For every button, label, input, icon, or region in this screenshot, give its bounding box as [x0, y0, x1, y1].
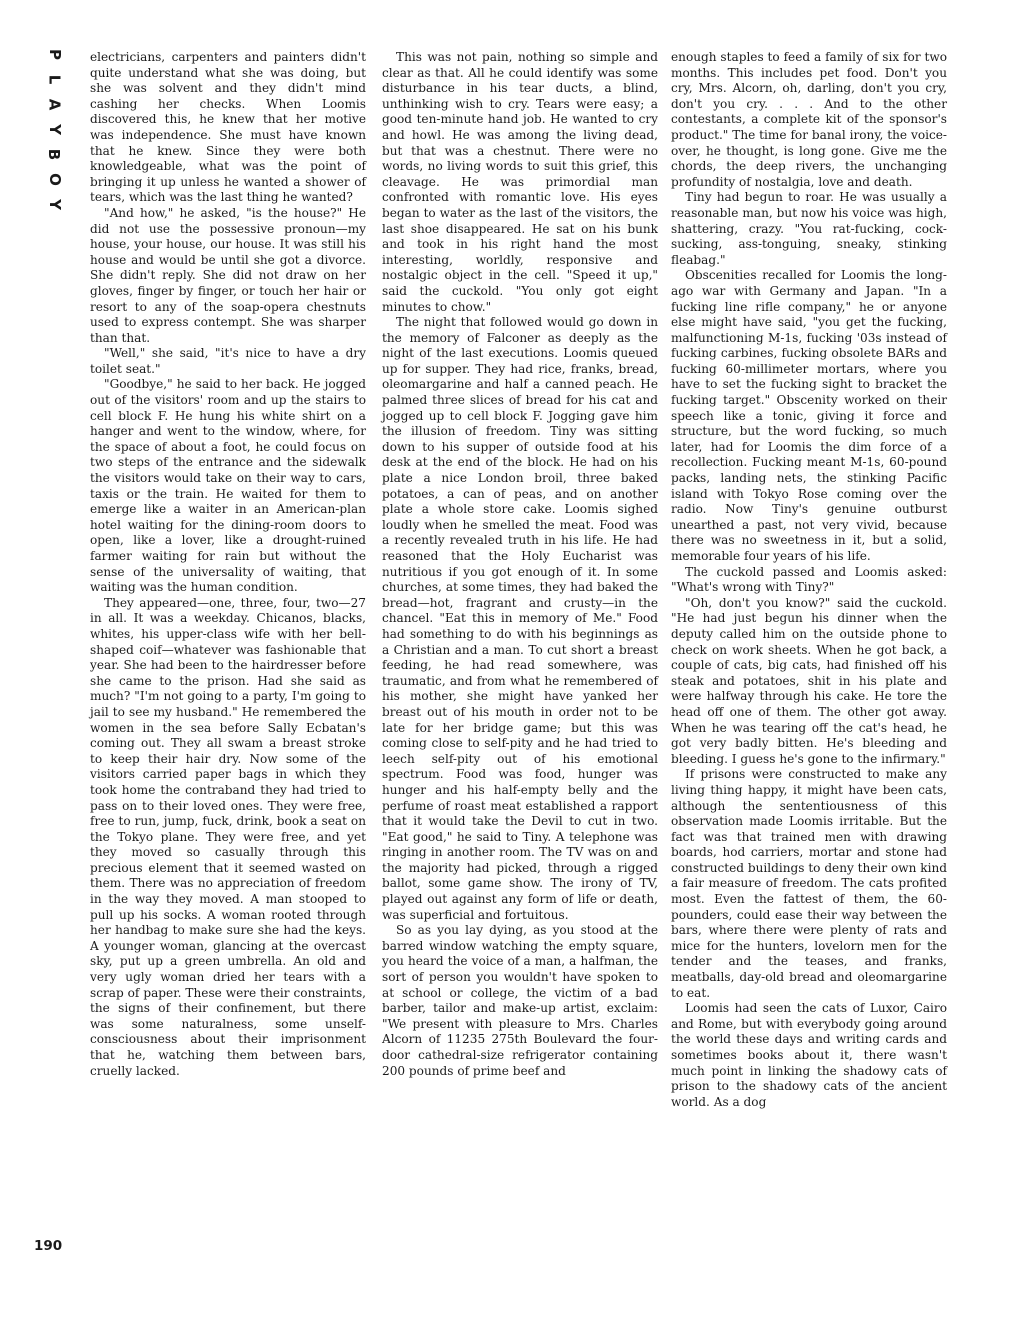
paragraph: This was not pain, nothing so simple and clear as that. All he could identify was some disturbance in his tear ducts, a blind, unthinking wish to cry. Tears were easy; a good ten-minute hand job. He wanted to cry and howl. He was among the living dead, but that was a chestnut. There were no words, no living words to suit this grief, this cleavage. He was primordial man confronted with romantic love. His eyes began to water as the last of the visitors, the last shoe disappeared. He sat on his bunk and took in his right hand the most interesting, worldly, responsive and nostalgic object in the cell. "Speed it up," said the cuckold. "You only got eight minutes to chow."	[382, 50, 658, 314]
masthead-letter: P	[45, 49, 64, 60]
paragraph: So as you lay dying, as you stood at the barred window watching the empty square, you heard the voice of a man, a halfman, the sort of person you wouldn't have spoken to at school or college, the victim of a bad barber, tailor and make-up artist, exclaim: "We present with pleasure to Mrs. Charles Alcorn of 11235 275th Boulevard the four-door cathedral-size refrigerator containing 200 pounds of prime beef and	[382, 923, 658, 1078]
paragraph: Tiny had begun to roar. He was usually a reasonable man, but now his voice was high, shattering, crazy. "You rat-fucking, cock-sucking, ass-tonguing, sneaky, stinking fleabag."	[671, 190, 947, 267]
text-column-1	[90, 50, 366, 1079]
paragraph: If prisons were constructed to make any living thing happy, it might have been cats, although the sententiousness of this observation made Loomis irritable. But the fact was that trained men with drawing boards, hod carriers, mortar and stone had constructed buildings to deny their own kind a fair measure of freedom. The cats profited most. Even the fattest of them, the 60-pounders, could ease their way between the bars, where there were plenty of rats and mice for the hunters, lovelorn men for the tender and the teases, and franks, meatballs, day-old bread and oleomargarine to eat.	[671, 767, 947, 1000]
paragraph: The night that followed would go down in the memory of Falconer as deeply as the night of the last executions. Loomis queued up for supper. They had rice, franks, bread, oleomargarine and half a canned peach. He palmed three slices of bread for his cat and jogged up to cell block F. Jogging gave him the illusion of freedom. Tiny was sitting down to his supper of outside food at his desk at the end of the block. He had on his plate a nice London broil, three baked potatoes, a can of peas, and on another plate a whole store cake. Loomis sighed loudly when he smelled the meat. Food was a recently revealed truth in his life. He had reasoned that the Holy Eucharist was nutritious if you got enough of it. In some churches, at some times, they had baked the bread—hot, fragrant and crusty—in the chancel. "Eat this in memory of Me." Food had something to do with his beginnings as a Christian and a man. To cut short a breast feeding, he had read somewhere, was traumatic, and from what he remembered of his mother, she might have yanked her breast out of his mouth in order not to be late for her bridge game; but this was coming close to self-pity and he had tried to leech self-pity out of his emotional spectrum. Food was food, hunger was hunger and his half-empty belly and the perfume of roast meat established a rapport that it would take the Devil to cut in two. "Eat good," he said to Tiny. A telephone was ringing in another room. The TV was on and the majority had picked, through a rigged ballot, some game show. The irony of TV, played out against any form of life or death, was superficial and fortuitous.	[382, 315, 658, 922]
masthead-letter: A	[45, 98, 64, 111]
paragraph: "And how," he asked, "is the house?" He did not use the possessive pronoun—my house, your house, our house. It was still his house and would be until she got a divorce. She didn't reply. She did not draw on her gloves, finger by finger, or touch her hair or resort to any of the soap-opera chestnuts used to express contempt. She was sharper than that.	[90, 205, 366, 345]
page-number: 190	[34, 1238, 63, 1254]
paragraph: Loomis had seen the cats of Luxor, Cairo and Rome, but with everybody going around the world these days and writing cards and sometimes books about it, there wasn't much point in linking the shadowy cats of prison to the shadowy cats of the ancient world. As a dog	[671, 1001, 947, 1109]
paragraph: "Oh, don't you know?" said the cuckold. "He had just begun his dinner when the deputy called him on the outside phone to check on work sheets. When he got back, a couple of cats, big cats, had finished off his steak and potatoes, shit in his plate and were halfway through his cake. He tore the head off one of them. The other got away. When he was tearing off the cat's head, he got very badly bitten. He's bleeding and bleeding. I guess he's gone to the infirmary."	[671, 595, 947, 766]
paragraph: They appeared—one, three, four, two—27 in all. It was a weekday. Chicanos, blacks, whites, his upper-class wife with her bell-shaped coif—whatever was fashionable that year. She had been to the hairdresser before she came to the prison. Had she said as much? "I'm not going to a party, I'm going to jail to see my husband." He remembered the women in the sea before Sally Ecbatan's coming out. They all swam a breast stroke to keep their hair dry. Now some of the visitors carried paper bags in which they took home the contraband they had tried to pass on to their loved ones. They were free, free to run, jump, fuck, drink, book a seat on the Tokyo plane. They were free, and yet they moved so casually through this precious element that it seemed wasted on them. There was no appreciation of freedom in the way they moved. A man stooped to pull up his socks. A woman rooted through her handbag to make sure she had the keys. A younger woman, glancing at the overcast sky, put up a green umbrella. An old and very ugly woman dried her tears with a scrap of paper. These were their constraints, the signs of their confinement, but there was some naturalness, some unself-consciousness about their imprisonment that he, watching them between bars, cruelly lacked.	[90, 595, 366, 1078]
paragraph: "Goodbye," he said to her back. He jogged out of the visitors' room and up the stairs to cell block F. He hung his white shirt on a hanger and went to the window, where, for the space of about a foot, he could focus on two steps of the entrance and the sidewalk the visitors would take on their way to cars, taxis or the train. He waited for them to emerge like a waiter in an American-plan hotel waiting for the dining-room doors to open, like a lover, like a drought-ruined farmer waiting for rain but without the sense of the universality of waiting, that waiting was the human condition.	[90, 377, 366, 595]
paragraph: electricians, carpenters and painters didn't quite understand what she was doing, but she was solvent and they didn't mind cashing her checks. When Loomis discovered this, he knew that her motive was independence. She must have known that he knew. Since they were both knowledgeable, what was the point of bringing it up unless he wanted a shower of tears, which was the last thing he wanted?	[90, 50, 366, 205]
paragraph: The cuckold passed and Loomis asked: "What's wrong with Tiny?"	[671, 564, 947, 595]
masthead-letter: Y	[45, 199, 64, 210]
masthead-letter: L	[45, 74, 64, 85]
text-column-2	[382, 50, 658, 1079]
masthead	[34, 42, 74, 217]
paragraph: Obscenities recalled for Loomis the long-ago war with Germany and Japan. "In a fucking line rifle company," he or anyone else might have said, "you get the fucking, malfunctioning M-1s, fucking '03s instead of fucking carbines, fucking obsolete BARs and fucking 60-millimeter mortars, where you have to set the fucking sight to bracket the fucking target." Obscenity worked on their speech like a tonic, giving it force and structure, but the word fucking, so much later, had for Loomis the dim force of a recollection. Fucking meant M-1s, 60-pound packs, landing nets, the stinking Pacific island with Tokyo Rose coming over the radio. Now Tiny's genuine outburst unearthed a past, not very vivid, because there was no sweetness in it, but a solid, memorable four years of his life.	[671, 268, 947, 563]
masthead-letter: Y	[45, 124, 64, 135]
masthead-letter: O	[45, 173, 64, 186]
paragraph: enough staples to feed a family of six for two months. This includes pet food. Don't you cry, Mrs. Alcorn, oh, darling, don't you cry, don't you cry. . . . And to the other contestants, a complete kit of the sponsor's product." The time for banal irony, the voice-over, he thought, is long gone. Give me the chords, the deep rivers, the unchanging profundity of nostalgia, love and death.	[671, 50, 947, 189]
masthead-letter: B	[45, 148, 64, 161]
paragraph: "Well," she said, "it's nice to have a dry toilet seat."	[90, 346, 366, 376]
text-column-3	[671, 50, 947, 1110]
